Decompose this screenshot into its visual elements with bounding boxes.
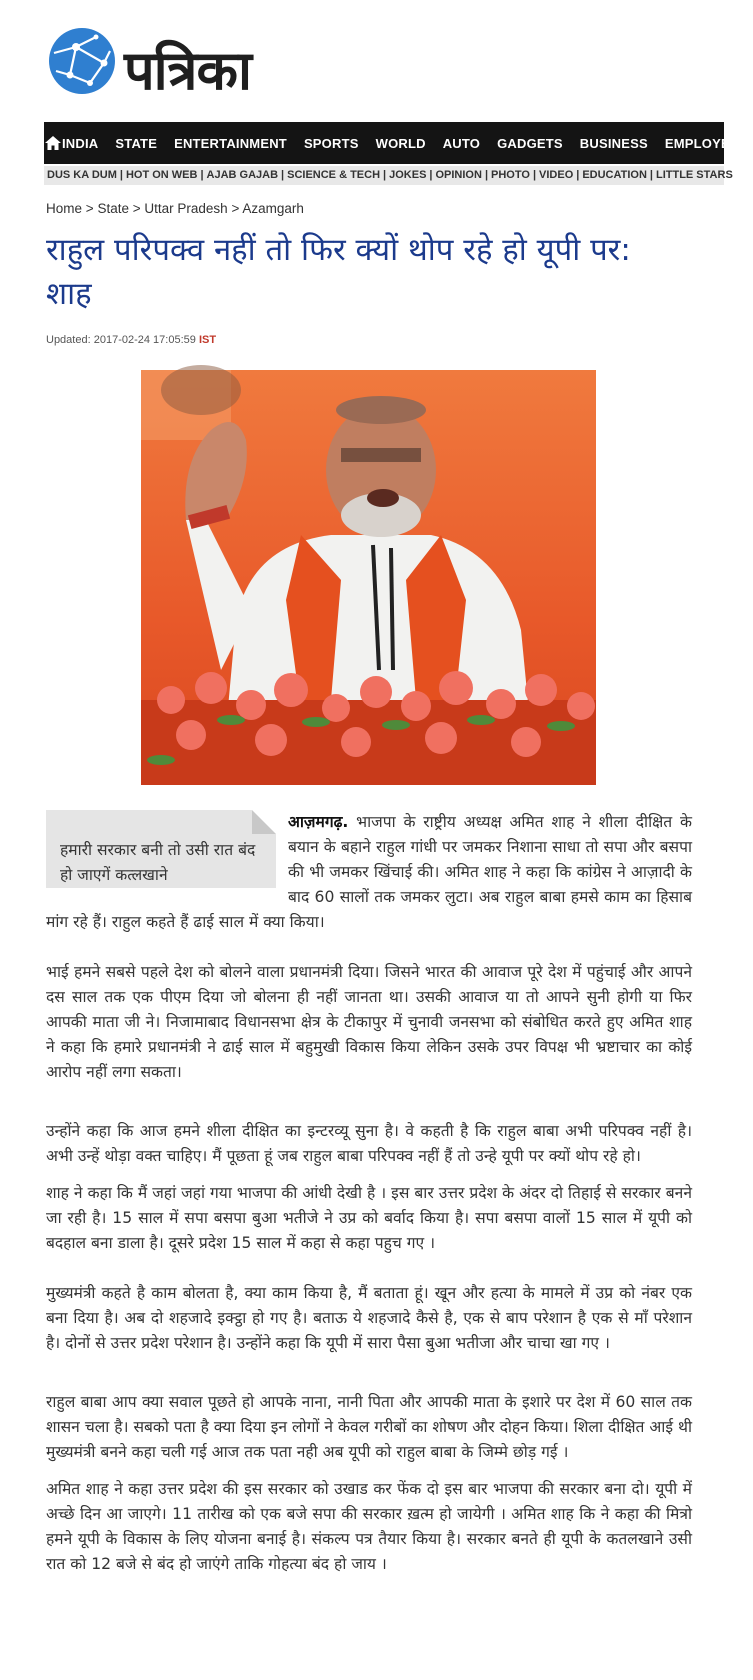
article-paragraph: भाई हमने सबसे पहले देश को बोलने वाला प्रधानमंत्री दिया। जिसने भारत की आवाज पूरे देश में पहुंचाई और आपने दस साल तक एक पीएम दिया जो बोलना ही नहीं जानता था। उसकी आवाज या तो आपने सुनी होगी या फिर आपकी माता जी ने। निजामाबाद विधानसभा क्षेत्र के टीकापुर में चुनावी जनसभा को संबोधित करते हुए अमित शाह ने कहा कि हमारे प्रधानमंत्री ने ढाई साल में बहुमुखी विकास किया लेकिन उसके उपर विपक्ष भी भ्रष्टाचार का कोई आरोप नहीं लगा सकता। (46, 963, 692, 1081)
nav-home[interactable] (44, 122, 62, 164)
speaker-photo-illustration (141, 370, 596, 785)
paragraph-text: भाजपा के राष्ट्रीय अध्यक्ष अमित शाह ने शीला दीक्षित के बयान के बहाने राहुल गांधी पर जमकर निशाना साधा तो सपा और बसपा की भी जमकर खिंचाई की। अमित शाह ने कहा कि कांग्रेस ने आज़ादी के बाद 60 सालों तक जमकर लुटा। अब राहुल बाबा हमसे काम का हिसाब मांग रहे हैं। राहुल कहते हैं ढाई साल में क्या किया। (46, 813, 692, 931)
sub-nav: DUS KA DUM | HOT ON WEB | AJAB GAJAB | SCIENCE & TECH | JOKES | OPINION | PHOTO | VIDEO | EDUCATION | LITTLE STARS (44, 166, 724, 185)
breadcrumb-separator: > (231, 201, 240, 216)
breadcrumb-uttar-pradesh[interactable]: Uttar Pradesh (144, 201, 228, 216)
nav-gadgets[interactable]: GADGETS (497, 135, 563, 151)
article-paragraph: मुख्यमंत्री कहते है काम बोलता है, क्या काम किया है, मैं बताता हूं। खून और हत्या के मामले में उप्र को नंबर एक बना दिया है। अब दो शहजादे इक्ट्ठा हो गए है। बताऊ ये शहजादे कैसे है, एक से बाप परेशान है एक से माँ परेशान है। दोनों से उत्तर प्रदेश परेशान है। उन्होंने कहा कि यूपी में सारा पैसा बुआ भतीजा और चाचा खा गए । (46, 1284, 692, 1352)
updated-label: Updated: (46, 334, 91, 346)
updated-timestamp (46, 334, 216, 346)
breadcrumb-separator: > (132, 201, 141, 216)
article-paragraph: अमित शाह ने कहा उत्तर प्रदेश की इस सरकार को उखाड कर फेंक दो इस बार भाजपा की सरकार बना दो। यूपी में अच्छे दिन आ जाएगे। 11 तारीख को एक बजे सपा की सरकार ख़त्म हो जायेगी । अमित शाह कि ने कहा की मित्रो हमने यूपी के विकास के लिए योजना बनाई है। संकल्प पत्र तैयार किया है। सरकार बनते ही यूपी के कतलखाने उसी रात को 12 बजे से बंद हो जाएंगे ताकि गोहत्या बंद हो जाय । (46, 1480, 692, 1573)
subnav-ajab-gajab[interactable]: AJAB GAJAB (206, 169, 279, 181)
article-title: राहुल परिपक्व नहीं तो फिर क्यों थोप रहे हो यूपी पर: शाह (46, 232, 631, 312)
site-logo[interactable] (46, 25, 296, 100)
article-paragraph (46, 810, 692, 935)
subnav-opinion[interactable]: OPINION (435, 169, 482, 181)
nav-entertainment[interactable]: ENTERTAINMENT (174, 135, 287, 151)
breadcrumb-azamgarh[interactable]: Azamgarh (242, 201, 304, 216)
subnav-jokes[interactable]: JOKES (389, 169, 427, 181)
globe-network-icon (46, 25, 118, 97)
updated-value: 2017-02-24 17:05:59 (93, 334, 196, 346)
updated-timezone: IST (198, 334, 217, 346)
article-body (46, 810, 692, 1602)
nav-auto[interactable]: AUTO (442, 135, 481, 151)
pull-quote: हमारी सरकार बनी तो उसी रात बंद हो जाएगें कत्लखाने (46, 810, 276, 888)
subnav-education[interactable]: EDUCATION (582, 169, 647, 181)
main-nav (44, 122, 739, 164)
article-paragraph: शाह ने कहा कि मैं जहां जहां गया भाजपा की आंधी देखी है । इस बार उत्तर प्रदेश के अंदर दो तिहाई से सरकार बनने जा रही है। 15 साल में सपा बसपा बुआ भतीजे ने उप्र को बर्वाद किया है। सपा बसपा वालों 15 साल में यूपी को बदहाल बना डाला है। दूसरे प्रदेश 15 साल में कहा से कहा पहुच गए । (46, 1184, 693, 1252)
home-icon (44, 135, 62, 151)
subnav-photo[interactable]: PHOTO (491, 169, 530, 181)
breadcrumb-separator: > (85, 201, 94, 216)
subnav-hot-on-web[interactable]: HOT ON WEB (125, 169, 198, 181)
nav-state[interactable]: STATE (115, 135, 158, 151)
nav-world[interactable]: WORLD (375, 135, 426, 151)
subnav-little-stars[interactable]: LITTLE STARS (655, 169, 733, 181)
subnav-video[interactable]: VIDEO (539, 169, 574, 181)
article-paragraph: राहुल बाबा आप क्या सवाल पूछते हो आपके नाना, नानी पिता और आपकी माता के इशारे पर देश में 60 साल तक शासन चला है। सबको पता है क्या दिया इन लोगों ने केवल गरीबों का शोषण और दोहन किया। शिला दीक्षित आई थी मुख्यमंत्री बनने कहा चली गई आज तक पता नही अब यूपी को राहुल बाबा के जिम्मे छोड़ गई । (46, 1393, 692, 1461)
nav-employee[interactable]: EMPLOYEE (664, 135, 739, 151)
breadcrumb-home[interactable]: Home (46, 201, 83, 216)
breadcrumb-state[interactable]: State (97, 201, 129, 216)
nav-business[interactable]: BUSINESS (579, 135, 648, 151)
subnav-dus-ka-dum[interactable]: DUS KA DUM (47, 169, 117, 181)
logo-wordmark: पत्रिका (124, 39, 251, 102)
article-photo (141, 370, 596, 785)
nav-sports[interactable]: SPORTS (303, 135, 359, 151)
dateline: आज़मगढ़. (288, 813, 349, 831)
nav-india[interactable]: INDIA (62, 135, 99, 151)
article-paragraph: उन्होंने कहा कि आज हमने शीला दीक्षित का इन्टरव्यू सुना है। वे कहती है कि राहुल बाबा अभी परिपक्व नहीं है। अभी उन्हें थोड़ा वक्त चाहिए। मैं पूछता हूं जब राहुल बाबा परिपक्व नहीं हैं तो उन्हे यूपी पर क्यों थोप रहे हो। (46, 1122, 692, 1165)
subnav-science-tech[interactable]: SCIENCE & TECH (287, 169, 381, 181)
breadcrumb (46, 201, 304, 216)
